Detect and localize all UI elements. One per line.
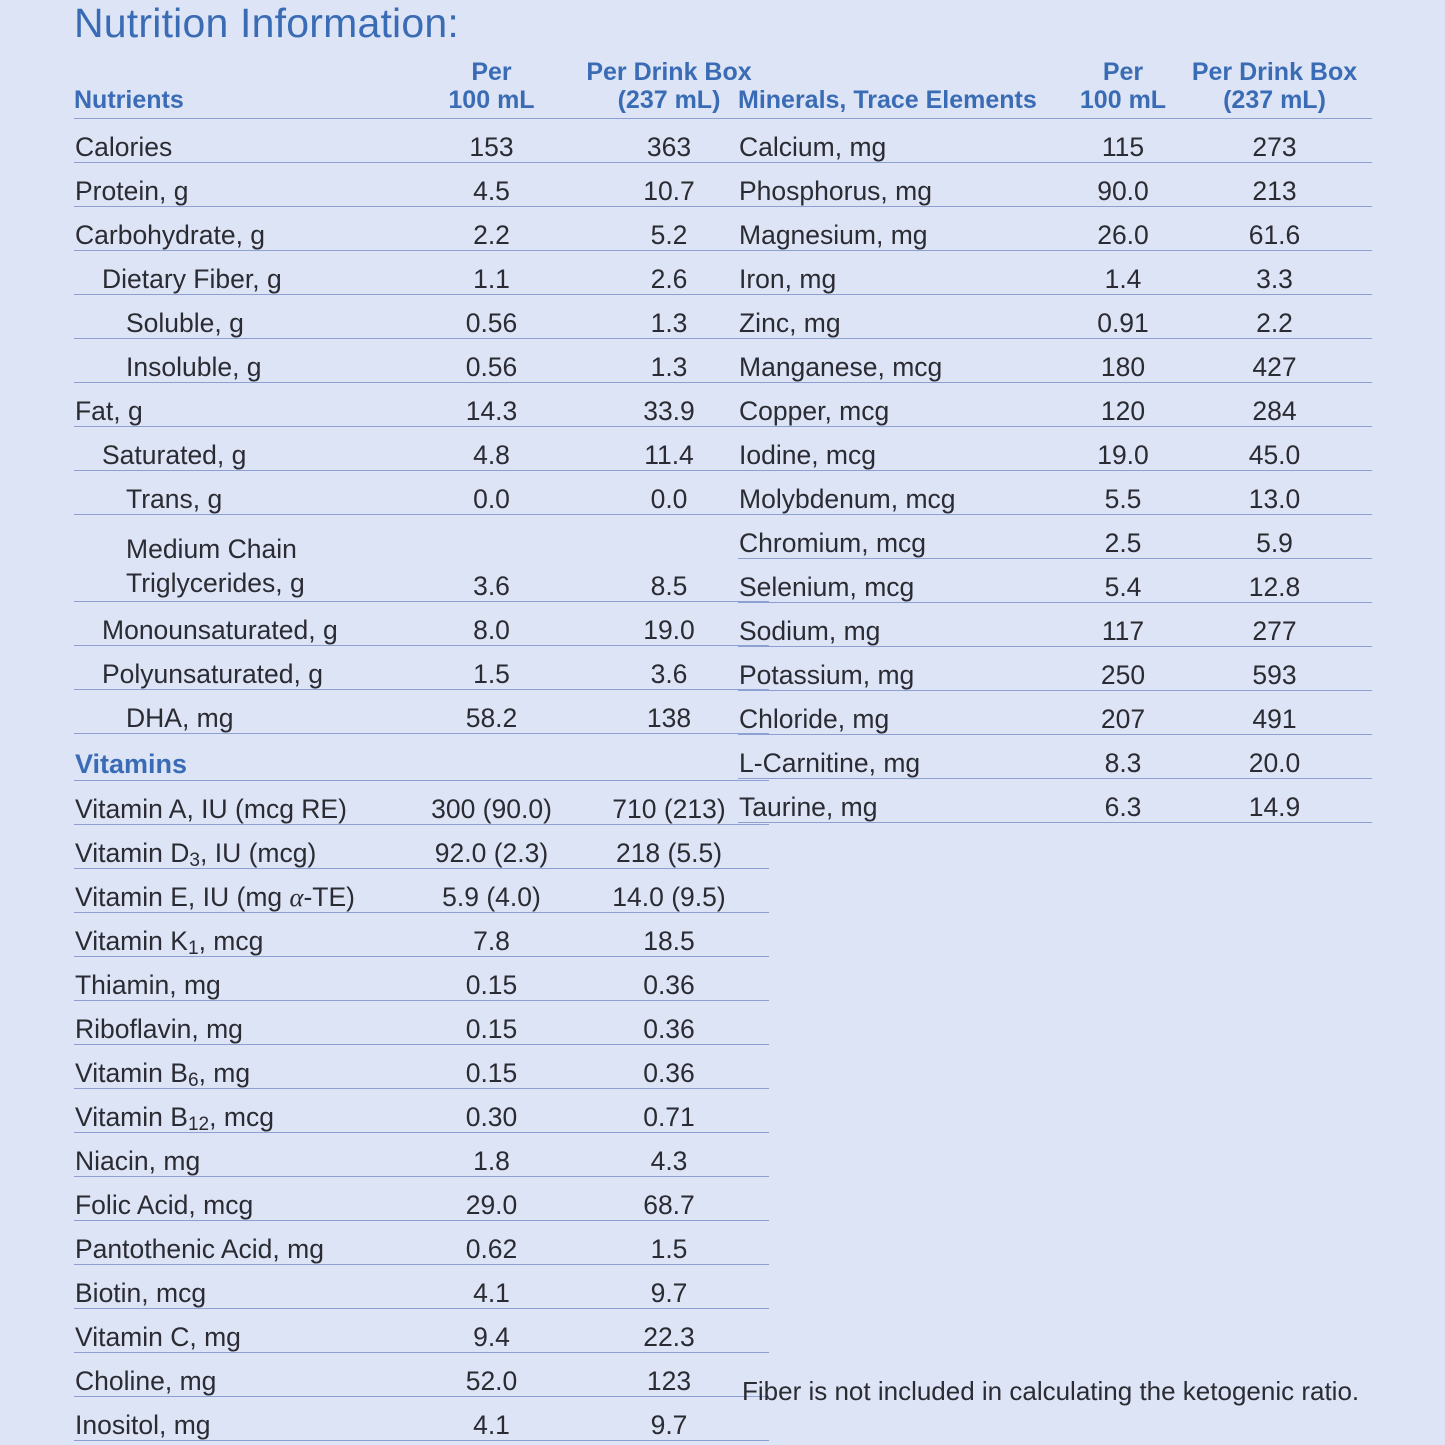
value-per-drink-box: 45.0 xyxy=(1177,426,1372,470)
table-row xyxy=(74,1220,769,1264)
value-per-100ml: 8.0 xyxy=(414,601,569,645)
value-per-drink-box: 0.0 xyxy=(569,470,769,514)
value-per-100ml: 0.30 xyxy=(414,1088,569,1132)
value-per-drink-box: 61.6 xyxy=(1177,206,1372,250)
table-row xyxy=(74,470,769,514)
row-label: Chromium, mcg xyxy=(738,514,1069,558)
table-row xyxy=(74,912,769,956)
value-per-100ml: 117 xyxy=(1069,602,1177,646)
value-per-100ml: 0.15 xyxy=(414,1044,569,1088)
column-header-per-100ml-line1: Per xyxy=(471,58,512,86)
table-row xyxy=(74,601,769,645)
value-per-drink-box: 2.2 xyxy=(1177,294,1372,338)
value-per-drink-box: 19.0 xyxy=(569,601,769,645)
table-row xyxy=(74,206,769,250)
value-per-100ml: 1.5 xyxy=(414,645,569,689)
value-per-100ml: 250 xyxy=(1069,646,1177,690)
section-subheader-label: Vitamins xyxy=(74,733,769,780)
value-per-drink-box: 0.36 xyxy=(569,956,769,1000)
table-row xyxy=(74,1352,769,1396)
footnote: Fiber is not included in calculating the ketogenic ratio. xyxy=(742,1376,1360,1406)
value-per-drink-box: 5.2 xyxy=(569,206,769,250)
value-per-100ml: 19.0 xyxy=(1069,426,1177,470)
value-per-drink-box: 1.3 xyxy=(569,294,769,338)
column-header-per-100ml xyxy=(414,58,569,118)
table-row xyxy=(74,118,769,162)
row-label: Calcium, mg xyxy=(738,118,1069,162)
table-row xyxy=(738,338,1372,382)
row-label: Biotin, mcg xyxy=(74,1264,414,1308)
value-per-100ml: 1.8 xyxy=(414,1132,569,1176)
row-label: Zinc, mg xyxy=(738,294,1069,338)
value-per-100ml: 6.3 xyxy=(1069,778,1177,822)
value-per-100ml: 14.3 xyxy=(414,382,569,426)
row-label: Riboflavin, mg xyxy=(74,1000,414,1044)
column-header-per-100ml-line2: 100 mL xyxy=(448,86,535,115)
value-per-100ml: 1.1 xyxy=(414,250,569,294)
row-label: Dietary Fiber, g xyxy=(74,250,414,294)
value-per-drink-box: 1.5 xyxy=(569,1220,769,1264)
row-label: Trans, g xyxy=(74,470,414,514)
value-per-100ml: 4.1 xyxy=(414,1264,569,1308)
table-row xyxy=(738,734,1372,778)
row-label: DHA, mg xyxy=(74,689,414,733)
table-row xyxy=(738,602,1372,646)
row-label: L-Carnitine, mg xyxy=(738,734,1069,778)
value-per-drink-box: 491 xyxy=(1177,690,1372,734)
table-row xyxy=(738,690,1372,734)
table-row xyxy=(74,1176,769,1220)
value-per-drink-box: 12.8 xyxy=(1177,558,1372,602)
row-label: Polyunsaturated, g xyxy=(74,645,414,689)
value-per-100ml: 153 xyxy=(414,118,569,162)
value-per-drink-box: 2.6 xyxy=(569,250,769,294)
value-per-drink-box: 4.3 xyxy=(569,1132,769,1176)
value-per-drink-box: 0.71 xyxy=(569,1088,769,1132)
table-row xyxy=(74,1088,769,1132)
row-label: Niacin, mg xyxy=(74,1132,414,1176)
table-row xyxy=(738,514,1372,558)
table-row xyxy=(74,514,769,601)
table-row xyxy=(738,426,1372,470)
row-label: Selenium, mcg xyxy=(738,558,1069,602)
value-per-100ml: 0.91 xyxy=(1069,294,1177,338)
value-per-100ml: 0.56 xyxy=(414,294,569,338)
row-label: Insoluble, g xyxy=(74,338,414,382)
table-row xyxy=(74,382,769,426)
row-label: Vitamin A, IU (mcg RE) xyxy=(74,780,414,824)
row-label: Phosphorus, mg xyxy=(738,162,1069,206)
value-per-100ml: 115 xyxy=(1069,118,1177,162)
value-per-100ml: 180 xyxy=(1069,338,1177,382)
row-label: Thiamin, mg xyxy=(74,956,414,1000)
nutrients-table-header xyxy=(74,58,769,118)
row-label: Fat, g xyxy=(74,382,414,426)
table-row xyxy=(74,426,769,470)
value-per-100ml: 1.4 xyxy=(1069,250,1177,294)
value-per-drink-box: 3.3 xyxy=(1177,250,1372,294)
value-per-100ml: 58.2 xyxy=(414,689,569,733)
value-per-100ml: 7.8 xyxy=(414,912,569,956)
column-header-per-100ml xyxy=(1069,58,1177,118)
table-row xyxy=(74,1264,769,1308)
value-per-100ml: 29.0 xyxy=(414,1176,569,1220)
value-per-drink-box: 213 xyxy=(1177,162,1372,206)
value-per-drink-box: 0.36 xyxy=(569,1044,769,1088)
table-row xyxy=(738,118,1372,162)
table-row xyxy=(74,780,769,824)
value-per-drink-box: 273 xyxy=(1177,118,1372,162)
table-row xyxy=(738,646,1372,690)
value-per-100ml: 0.15 xyxy=(414,956,569,1000)
row-label: Potassium, mg xyxy=(738,646,1069,690)
value-per-100ml: 8.3 xyxy=(1069,734,1177,778)
value-per-drink-box: 9.7 xyxy=(569,1264,769,1308)
row-label: Vitamin $D_3$, IU (mcg) xyxy=(74,824,414,868)
value-per-drink-box: 277 xyxy=(1177,602,1372,646)
row-label: Folic Acid, mcg xyxy=(74,1176,414,1220)
table-row xyxy=(738,558,1372,602)
table-row xyxy=(74,1044,769,1088)
value-per-100ml: 4.1 xyxy=(414,1396,569,1440)
value-per-drink-box: 1.3 xyxy=(569,338,769,382)
row-label: Vitamin $K_1$, mcg xyxy=(74,912,414,956)
row-label: Protein, g xyxy=(74,162,414,206)
value-per-100ml: 5.5 xyxy=(1069,470,1177,514)
value-per-drink-box: 138 xyxy=(569,689,769,733)
value-per-drink-box: 3.6 xyxy=(569,645,769,689)
value-per-drink-box: 427 xyxy=(1177,338,1372,382)
table-row xyxy=(74,1308,769,1352)
value-per-100ml: 0.0 xyxy=(414,470,569,514)
nutrients-table xyxy=(74,58,769,1441)
table-row xyxy=(738,250,1372,294)
value-per-100ml: 5.9 (4.0) xyxy=(414,868,569,912)
table-row xyxy=(74,294,769,338)
row-label: Calories xyxy=(74,118,414,162)
row-label: Soluble, g xyxy=(74,294,414,338)
table-row xyxy=(74,1000,769,1044)
row-label: Inositol, mg xyxy=(74,1396,414,1440)
table-row xyxy=(738,470,1372,514)
page-title: Nutrition Information: xyxy=(74,0,459,46)
row-label: Vitamin E, IU (mg α-TE) xyxy=(74,868,414,912)
row-label: Iron, mg xyxy=(738,250,1069,294)
row-label: Vitamin C, mg xyxy=(74,1308,414,1352)
value-per-100ml: 2.5 xyxy=(1069,514,1177,558)
value-per-100ml: 120 xyxy=(1069,382,1177,426)
table-row xyxy=(74,824,769,868)
row-label: Saturated, g xyxy=(74,426,414,470)
value-per-drink-box: 0.36 xyxy=(569,1000,769,1044)
value-per-100ml: 4.5 xyxy=(414,162,569,206)
value-per-drink-box: 14.9 xyxy=(1177,778,1372,822)
row-label: Iodine, mcg xyxy=(738,426,1069,470)
table-row xyxy=(738,162,1372,206)
value-per-100ml: 3.6 xyxy=(414,514,569,601)
value-per-drink-box: 284 xyxy=(1177,382,1372,426)
column-header-per-drink-box-line1: Per Drink Box xyxy=(1191,58,1358,86)
value-per-100ml: 2.2 xyxy=(414,206,569,250)
value-per-drink-box: 13.0 xyxy=(1177,470,1372,514)
value-per-drink-box: 22.3 xyxy=(569,1308,769,1352)
column-header-minerals: Minerals, Trace Elements xyxy=(738,86,1037,115)
table-row xyxy=(74,1132,769,1176)
value-per-drink-box: 5.9 xyxy=(1177,514,1372,558)
row-label: Pantothenic Acid, mg xyxy=(74,1220,414,1264)
column-header-per-drink-box-line1: Per Drink Box xyxy=(586,58,752,86)
row-label: Taurine, mg xyxy=(738,778,1069,822)
row-label: Manganese, mcg xyxy=(738,338,1069,382)
row-label: Vitamin $B_6$, mg xyxy=(74,1044,414,1088)
value-per-100ml: 300 (90.0) xyxy=(414,780,569,824)
value-per-100ml: 26.0 xyxy=(1069,206,1177,250)
value-per-drink-box: 593 xyxy=(1177,646,1372,690)
value-per-drink-box: 218 (5.5) xyxy=(569,824,769,868)
column-header-per-drink-box-line2: (237 mL) xyxy=(617,86,721,115)
row-label: Monounsaturated, g xyxy=(74,601,414,645)
row-label: Magnesium, mg xyxy=(738,206,1069,250)
value-per-100ml: 0.56 xyxy=(414,338,569,382)
table-row xyxy=(74,956,769,1000)
column-header-nutrients: Nutrients xyxy=(74,86,184,115)
value-per-drink-box: 11.4 xyxy=(569,426,769,470)
table-row xyxy=(74,868,769,912)
table-row xyxy=(738,778,1372,822)
value-per-100ml: 9.4 xyxy=(414,1308,569,1352)
table-row xyxy=(74,645,769,689)
value-per-drink-box: 9.7 xyxy=(569,1396,769,1440)
value-per-drink-box: 10.7 xyxy=(569,162,769,206)
value-per-100ml: 90.0 xyxy=(1069,162,1177,206)
value-per-drink-box: 20.0 xyxy=(1177,734,1372,778)
column-header-per-drink-box-line2: (237 mL) xyxy=(1223,86,1326,115)
column-header-per-100ml-line2: 100 mL xyxy=(1079,86,1167,115)
row-label: Molybdenum, mcg xyxy=(738,470,1069,514)
value-per-drink-box: 14.0 (9.5) xyxy=(569,868,769,912)
row-label: Carbohydrate, g xyxy=(74,206,414,250)
value-per-100ml: 207 xyxy=(1069,690,1177,734)
value-per-drink-box: 68.7 xyxy=(569,1176,769,1220)
value-per-drink-box: 18.5 xyxy=(569,912,769,956)
value-per-100ml: 4.8 xyxy=(414,426,569,470)
table-row xyxy=(738,382,1372,426)
value-per-100ml: 52.0 xyxy=(414,1352,569,1396)
row-label: Sodium, mg xyxy=(738,602,1069,646)
minerals-table-header xyxy=(738,58,1372,118)
table-row xyxy=(738,294,1372,338)
table-row xyxy=(738,206,1372,250)
value-per-drink-box: 8.5 xyxy=(569,514,769,601)
minerals-table xyxy=(738,58,1372,823)
table-row xyxy=(74,338,769,382)
value-per-drink-box: 123 xyxy=(569,1352,769,1396)
row-label: Vitamin $B_{12}$, mcg xyxy=(74,1088,414,1132)
value-per-100ml: 0.62 xyxy=(414,1220,569,1264)
row-label: Chloride, mg xyxy=(738,690,1069,734)
section-subheader-vitamins xyxy=(74,733,769,780)
row-label: Medium Chain Triglycerides, g xyxy=(74,514,414,601)
value-per-drink-box: 33.9 xyxy=(569,382,769,426)
value-per-100ml: 0.15 xyxy=(414,1000,569,1044)
value-per-drink-box: 710 (213) xyxy=(569,780,769,824)
table-row xyxy=(74,689,769,733)
column-header-per-drink-box xyxy=(1177,58,1372,118)
value-per-drink-box: 363 xyxy=(569,118,769,162)
table-row xyxy=(74,250,769,294)
value-per-100ml: 92.0 (2.3) xyxy=(414,824,569,868)
value-per-100ml: 5.4 xyxy=(1069,558,1177,602)
table-row xyxy=(74,1396,769,1440)
row-label: Choline, mg xyxy=(74,1352,414,1396)
row-label: Copper, mcg xyxy=(738,382,1069,426)
column-header-per-100ml-line1: Per xyxy=(1102,58,1144,86)
table-row xyxy=(74,162,769,206)
